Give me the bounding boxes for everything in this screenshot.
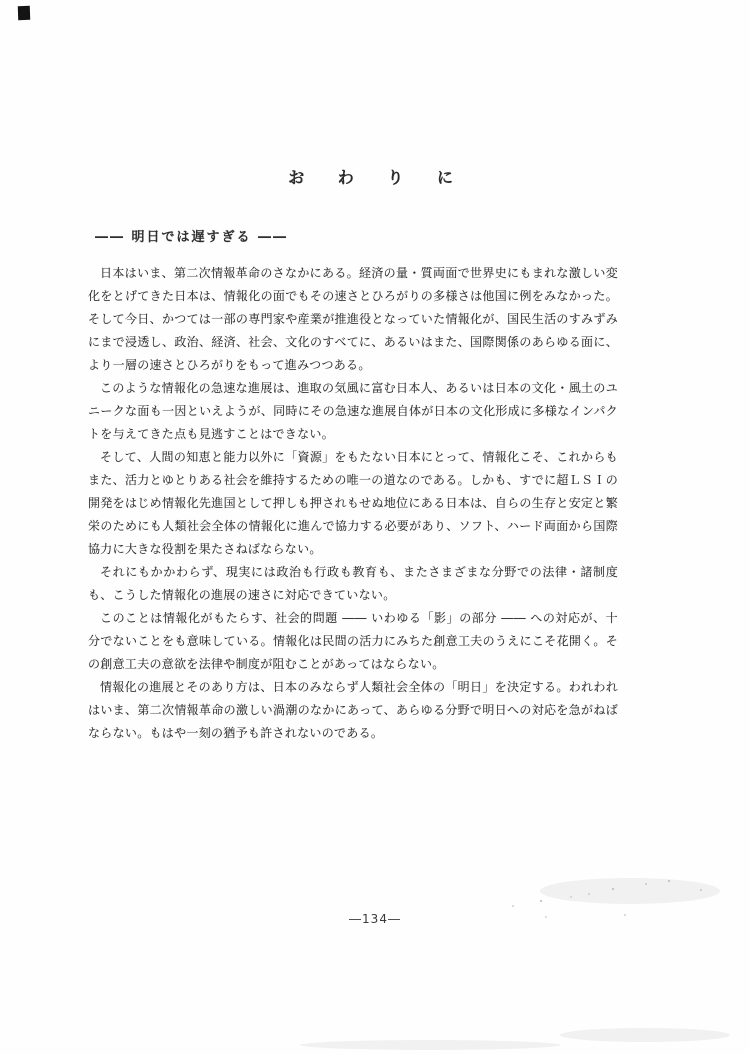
paragraph: それにもかかわらず、現実には政治も行政も教育も、またさまざまな分野での法律・諸制度も、こうした情報化の進展の速さに対応できていない。	[88, 565, 618, 602]
scan-noise-dot	[540, 900, 542, 902]
scan-smudge	[540, 878, 720, 904]
corner-scan-mark	[18, 6, 30, 20]
scan-noise-dot	[512, 905, 514, 907]
page-title: お わ り に	[288, 168, 462, 187]
scan-noise-dot	[645, 883, 647, 885]
scan-noise-dot	[668, 880, 670, 882]
paragraph: このような情報化の急速な進展は、進取の気風に富む日本人、あるいは日本の文化・風土のユニークな面も一因といえようが、同時にその急速な進展自体が日本の文化形成に多様なインパクトを与えてきた点も見逃すことはできない。	[88, 381, 618, 441]
scan-smudge	[560, 1028, 730, 1042]
paragraph: 日本はいま、第二次情報革命のさなかにある。経済の量・質両面で世界史にもまれな激しい変化をとげてきた日本は、情報化の面でもその速さとひろがりの多様さは他国に例をみなかった。そして今日、かつては一部の専門家や産業が推進役となっていた情報化が、国民生活のすみずみにまで浸透し、政治、経済、社会、文化のすべてに、あるいはまた、国際関係のあらゆる面に、より一層の速さとひろがりをもって進みつつある。	[88, 266, 618, 372]
paragraph: 情報化の進展とそのあり方は、日本のみならず人類社会全体の「明日」を決定する。われわれはいま、第二次情報革命の激しい渦潮のなかにあって、あらゆる分野で明日への対応を急がねばならない。もはや一刻の猶予も許されないのである。	[88, 680, 618, 740]
page-subtitle: ―― 明日では遅すぎる ――	[95, 230, 289, 245]
scan-noise-dot	[588, 893, 590, 895]
scan-noise-dot	[612, 888, 614, 890]
scan-noise-dot	[700, 889, 702, 891]
page-number: ―134―	[349, 912, 401, 926]
scan-smudge	[300, 1040, 560, 1050]
paragraph: そして、人間の知恵と能力以外に「資源」をもたない日本にとって、情報化こそ、これからもまた、活力とゆとりある社会を維持するための唯一の道なのである。しかも、すでに超ＬＳＩの開発をはじめ情報化先進国として押しも押されもせぬ地位にある日本は、自らの生存と安定と繁栄のためにも人類社会全体の情報化に進んで協力する必要があり、ソフト、ハード両面から国際協力に大きな役割を果たさねばならない。	[88, 450, 618, 556]
scan-noise-dot	[570, 896, 572, 898]
scan-noise-dot	[624, 914, 626, 916]
scan-noise-dot	[545, 916, 547, 918]
paragraph: このことは情報化がもたらす、社会的問題 ―― いわゆる「影」の部分 ―― への対応が、十分でないことをも意味している。情報化は民間の活力にみちた創意工夫のうえにこそ花開く。その創意工夫の意欲を法律や制度が阻むことがあってはならない。	[88, 611, 618, 671]
document-body	[88, 262, 618, 745]
